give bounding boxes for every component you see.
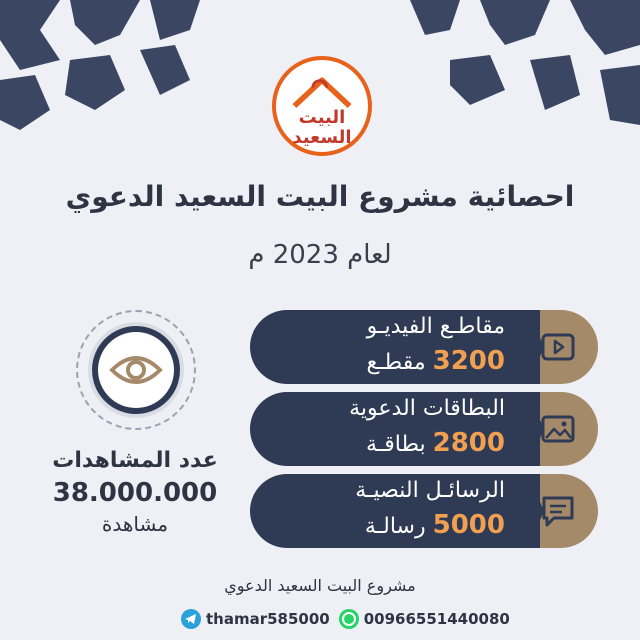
stat-unit: بطاقـة — [365, 432, 426, 457]
views-unit: مشاهدة — [101, 512, 169, 536]
chat-message-icon — [540, 494, 576, 528]
stat-value: 2800 — [432, 428, 505, 458]
page-title: احصائية مشروع البيت السعيد الدعوي — [65, 180, 575, 213]
stat-cards — [250, 392, 595, 466]
stat-value: 3200 — [432, 346, 505, 376]
telegram-contact[interactable] — [180, 608, 330, 630]
stat-messages — [250, 474, 595, 548]
views-value: 38.000.000 — [52, 478, 218, 508]
telegram-handle: thamar585000 — [206, 610, 330, 628]
stat-label: مقاطـع الفيديـو — [366, 314, 505, 339]
decorative-pattern-right — [410, 0, 640, 140]
video-play-icon — [540, 330, 576, 364]
views-badge — [76, 310, 196, 430]
stat-label: البطاقات الدعوية — [349, 396, 505, 421]
stat-value-row — [265, 510, 505, 540]
views-label: عدد المشاهدات — [52, 448, 218, 473]
whatsapp-number: 00966551440080 — [363, 610, 510, 628]
logo-text: البيت السعيد — [292, 107, 352, 148]
stat-value: 5000 — [432, 510, 505, 540]
decorative-pattern-left — [0, 0, 200, 140]
page-subtitle: لعام 2023 م — [248, 240, 392, 270]
whatsapp-contact[interactable] — [338, 608, 510, 630]
logo — [272, 56, 372, 156]
stat-label: الرسائـل النصيـة — [355, 478, 505, 503]
stat-value-row — [265, 346, 505, 376]
whatsapp-icon — [338, 608, 360, 630]
stat-videos — [250, 310, 595, 384]
stat-unit: مقطـع — [366, 350, 426, 375]
telegram-icon — [180, 608, 202, 630]
image-icon — [540, 412, 576, 446]
footer-contacts — [180, 607, 510, 631]
stat-unit: رسالـة — [364, 514, 426, 539]
footer-project-name: مشروع البيت السعيد الدعوي — [224, 576, 416, 595]
views-badge-inner — [88, 322, 184, 418]
eye-icon — [98, 332, 174, 408]
views-badge-ring — [98, 332, 174, 408]
stat-value-row — [265, 428, 505, 458]
